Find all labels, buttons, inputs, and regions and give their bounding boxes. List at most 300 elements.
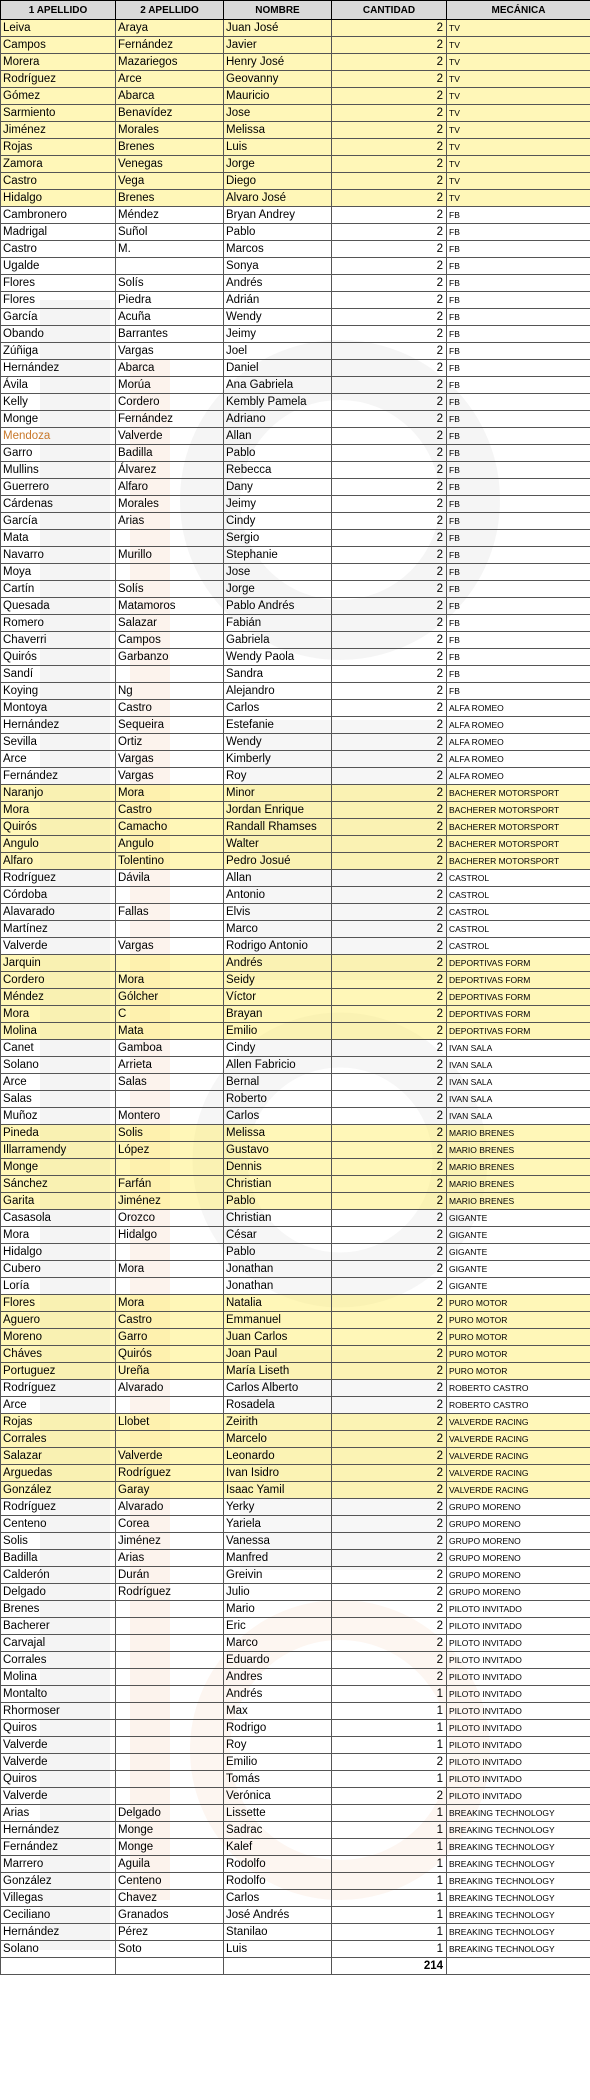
mecanica-cell: MARIO BRENES bbox=[447, 1142, 590, 1159]
table-row bbox=[1, 207, 590, 224]
table-row bbox=[1, 224, 590, 241]
nombre-cell: Roy bbox=[224, 768, 332, 785]
table-row bbox=[1, 1023, 590, 1040]
cantidad-cell: 2 bbox=[332, 785, 447, 802]
total-row bbox=[1, 1958, 590, 1975]
table-row bbox=[1, 547, 590, 564]
nombre-cell: Carlos bbox=[224, 1108, 332, 1125]
cantidad-cell: 2 bbox=[332, 1295, 447, 1312]
table-row bbox=[1, 1788, 590, 1805]
cantidad-cell: 2 bbox=[332, 1550, 447, 1567]
mecanica-cell: TV bbox=[447, 173, 590, 190]
table-row bbox=[1, 1941, 590, 1958]
nombre-cell: Max bbox=[224, 1703, 332, 1720]
table-row bbox=[1, 20, 590, 37]
apellido-1-cell: Valverde bbox=[1, 1737, 116, 1754]
mecanica-cell: PILOTO INVITADO bbox=[447, 1703, 590, 1720]
apellido-1-cell: Flores bbox=[1, 1295, 116, 1312]
apellido-1-cell: Montoya bbox=[1, 700, 116, 717]
apellido-1-cell: Mullins bbox=[1, 462, 116, 479]
cantidad-cell: 1 bbox=[332, 1839, 447, 1856]
apellido-2-cell bbox=[116, 1278, 224, 1295]
apellido-1-cell: Rhormoser bbox=[1, 1703, 116, 1720]
nombre-cell: Sonya bbox=[224, 258, 332, 275]
mecanica-cell: FB bbox=[447, 513, 590, 530]
apellido-2-cell: Vega bbox=[116, 173, 224, 190]
cantidad-cell: 2 bbox=[332, 700, 447, 717]
table-row bbox=[1, 1346, 590, 1363]
cantidad-cell: 2 bbox=[332, 1108, 447, 1125]
cantidad-cell: 2 bbox=[332, 428, 447, 445]
nombre-cell: Gabriela bbox=[224, 632, 332, 649]
nombre-cell: Seidy bbox=[224, 972, 332, 989]
cantidad-cell: 2 bbox=[332, 377, 447, 394]
apellido-2-cell: Matamoros bbox=[116, 598, 224, 615]
mecanica-cell: GRUPO MORENO bbox=[447, 1516, 590, 1533]
apellido-1-cell: Chaverri bbox=[1, 632, 116, 649]
table-row bbox=[1, 445, 590, 462]
table-row bbox=[1, 1040, 590, 1057]
apellido-2-cell: Dávila bbox=[116, 870, 224, 887]
nombre-cell: Joel bbox=[224, 343, 332, 360]
apellido-1-cell: Córdoba bbox=[1, 887, 116, 904]
apellido-2-cell: Durán bbox=[116, 1567, 224, 1584]
mecanica-cell: ROBERTO CASTRO bbox=[447, 1380, 590, 1397]
mecanica-cell: FB bbox=[447, 258, 590, 275]
apellido-2-cell: Mazariegos bbox=[116, 54, 224, 71]
header-apellido-1: 1 APELLIDO bbox=[1, 1, 116, 20]
nombre-cell: Allen Fabricio bbox=[224, 1057, 332, 1074]
table-row bbox=[1, 292, 590, 309]
nombre-cell: Bernal bbox=[224, 1074, 332, 1091]
apellido-1-cell: Canet bbox=[1, 1040, 116, 1057]
cantidad-cell: 2 bbox=[332, 683, 447, 700]
table-row bbox=[1, 1839, 590, 1856]
nombre-cell: Natalia bbox=[224, 1295, 332, 1312]
mecanica-cell: DEPORTIVAS FORM bbox=[447, 955, 590, 972]
apellido-2-cell: Salas bbox=[116, 1074, 224, 1091]
mecanica-cell: DEPORTIVAS FORM bbox=[447, 1023, 590, 1040]
cantidad-cell: 2 bbox=[332, 207, 447, 224]
apellido-1-cell: Jarquin bbox=[1, 955, 116, 972]
nombre-cell: Andrés bbox=[224, 955, 332, 972]
nombre-cell: Wendy bbox=[224, 309, 332, 326]
mecanica-cell: GIGANTE bbox=[447, 1244, 590, 1261]
cantidad-cell: 2 bbox=[332, 1397, 447, 1414]
apellido-1-cell: Rodríguez bbox=[1, 1499, 116, 1516]
table-row bbox=[1, 615, 590, 632]
apellido-2-cell bbox=[116, 1091, 224, 1108]
cantidad-cell: 2 bbox=[332, 989, 447, 1006]
apellido-1-cell: Madrigal bbox=[1, 224, 116, 241]
apellido-2-cell: Ortiz bbox=[116, 734, 224, 751]
apellido-1-cell: Hidalgo bbox=[1, 1244, 116, 1261]
table-row bbox=[1, 173, 590, 190]
apellido-2-cell bbox=[116, 1669, 224, 1686]
table-row bbox=[1, 1652, 590, 1669]
apellido-1-cell: Angulo bbox=[1, 836, 116, 853]
apellido-1-cell: Martínez bbox=[1, 921, 116, 938]
apellido-1-cell: Fernández bbox=[1, 1839, 116, 1856]
cantidad-cell: 2 bbox=[332, 292, 447, 309]
apellido-1-cell: Illarramendy bbox=[1, 1142, 116, 1159]
apellido-1-cell: Cartín bbox=[1, 581, 116, 598]
apellido-2-cell: Gamboa bbox=[116, 1040, 224, 1057]
table-row bbox=[1, 71, 590, 88]
apellido-1-cell: Monge bbox=[1, 1159, 116, 1176]
apellido-2-cell: Arias bbox=[116, 1550, 224, 1567]
mecanica-cell: PURO MOTOR bbox=[447, 1346, 590, 1363]
apellido-1-cell: Alavarado bbox=[1, 904, 116, 921]
apellido-2-cell: Vargas bbox=[116, 751, 224, 768]
cantidad-cell: 2 bbox=[332, 1278, 447, 1295]
cantidad-cell: 2 bbox=[332, 1040, 447, 1057]
cantidad-cell: 2 bbox=[332, 1210, 447, 1227]
apellido-1-cell: Garro bbox=[1, 445, 116, 462]
cantidad-cell: 2 bbox=[332, 649, 447, 666]
nombre-cell: Joan Paul bbox=[224, 1346, 332, 1363]
mecanica-cell: BREAKING TECHNOLOGY bbox=[447, 1856, 590, 1873]
table-row bbox=[1, 649, 590, 666]
apellido-2-cell bbox=[116, 1618, 224, 1635]
apellido-1-cell: Carvajal bbox=[1, 1635, 116, 1652]
nombre-cell: Minor bbox=[224, 785, 332, 802]
table-row bbox=[1, 139, 590, 156]
mecanica-cell: BREAKING TECHNOLOGY bbox=[447, 1839, 590, 1856]
apellido-1-cell: Alfaro bbox=[1, 853, 116, 870]
mecanica-cell: BACHERER MOTORSPORT bbox=[447, 819, 590, 836]
table-row bbox=[1, 666, 590, 683]
mecanica-cell: VALVERDE RACING bbox=[447, 1465, 590, 1482]
mecanica-cell: FB bbox=[447, 683, 590, 700]
table-row bbox=[1, 1414, 590, 1431]
apellido-1-cell: Ávila bbox=[1, 377, 116, 394]
nombre-cell: Brayan bbox=[224, 1006, 332, 1023]
cantidad-cell: 2 bbox=[332, 496, 447, 513]
cantidad-cell: 2 bbox=[332, 1567, 447, 1584]
table-row bbox=[1, 1380, 590, 1397]
apellido-1-cell: Hernández bbox=[1, 1924, 116, 1941]
mecanica-cell: CASTROL bbox=[447, 887, 590, 904]
mecanica-cell: TV bbox=[447, 156, 590, 173]
apellido-1-cell: Castro bbox=[1, 173, 116, 190]
apellido-2-cell: Vargas bbox=[116, 343, 224, 360]
cantidad-cell: 2 bbox=[332, 1414, 447, 1431]
apellido-2-cell: Abarca bbox=[116, 360, 224, 377]
cantidad-cell: 2 bbox=[332, 1244, 447, 1261]
cantidad-cell: 2 bbox=[332, 173, 447, 190]
nombre-cell: Cindy bbox=[224, 513, 332, 530]
apellido-1-cell: Mora bbox=[1, 1227, 116, 1244]
apellido-2-cell: Barrantes bbox=[116, 326, 224, 343]
apellido-1-cell: Valverde bbox=[1, 1754, 116, 1771]
table-row bbox=[1, 1873, 590, 1890]
cantidad-cell: 2 bbox=[332, 1533, 447, 1550]
nombre-cell: Melissa bbox=[224, 1125, 332, 1142]
table-row bbox=[1, 275, 590, 292]
nombre-cell: Javier bbox=[224, 37, 332, 54]
mecanica-cell: FB bbox=[447, 445, 590, 462]
apellido-2-cell: Farfán bbox=[116, 1176, 224, 1193]
nombre-cell: José Andrés bbox=[224, 1907, 332, 1924]
cantidad-cell: 2 bbox=[332, 37, 447, 54]
apellido-1-cell: Ugalde bbox=[1, 258, 116, 275]
apellido-2-cell: Monge bbox=[116, 1839, 224, 1856]
mecanica-cell: FB bbox=[447, 462, 590, 479]
apellido-1-cell: Rodríguez bbox=[1, 71, 116, 88]
nombre-cell: Antonio bbox=[224, 887, 332, 904]
cantidad-cell: 2 bbox=[332, 20, 447, 37]
table-row bbox=[1, 1805, 590, 1822]
nombre-cell: Luis bbox=[224, 139, 332, 156]
apellido-2-cell: Venegas bbox=[116, 156, 224, 173]
apellido-1-cell: Leiva bbox=[1, 20, 116, 37]
nombre-cell: Verónica bbox=[224, 1788, 332, 1805]
table-row bbox=[1, 1125, 590, 1142]
apellido-1-cell: Naranjo bbox=[1, 785, 116, 802]
table-row bbox=[1, 309, 590, 326]
apellido-1-cell: Mora bbox=[1, 802, 116, 819]
apellido-2-cell bbox=[116, 1635, 224, 1652]
mecanica-cell: ALFA ROMEO bbox=[447, 768, 590, 785]
mecanica-cell: FB bbox=[447, 479, 590, 496]
table-row bbox=[1, 972, 590, 989]
mecanica-cell: GIGANTE bbox=[447, 1278, 590, 1295]
apellido-2-cell bbox=[116, 1686, 224, 1703]
apellido-2-cell: Valverde bbox=[116, 1448, 224, 1465]
cantidad-cell: 1 bbox=[332, 1822, 447, 1839]
nombre-cell: Roy bbox=[224, 1737, 332, 1754]
cantidad-cell: 2 bbox=[332, 88, 447, 105]
apellido-1-cell: Bacherer bbox=[1, 1618, 116, 1635]
mecanica-cell: VALVERDE RACING bbox=[447, 1448, 590, 1465]
table-row bbox=[1, 37, 590, 54]
cantidad-cell: 2 bbox=[332, 598, 447, 615]
table-row bbox=[1, 343, 590, 360]
apellido-2-cell: Mora bbox=[116, 972, 224, 989]
mecanica-cell: CASTROL bbox=[447, 938, 590, 955]
cantidad-cell: 2 bbox=[332, 938, 447, 955]
apellido-2-cell bbox=[116, 258, 224, 275]
nombre-cell: Rebecca bbox=[224, 462, 332, 479]
cantidad-cell: 2 bbox=[332, 360, 447, 377]
nombre-cell: Stephanie bbox=[224, 547, 332, 564]
nombre-cell: Jose bbox=[224, 105, 332, 122]
mecanica-cell: BREAKING TECHNOLOGY bbox=[447, 1805, 590, 1822]
cantidad-cell: 2 bbox=[332, 955, 447, 972]
mecanica-cell: MARIO BRENES bbox=[447, 1176, 590, 1193]
cantidad-cell: 2 bbox=[332, 1618, 447, 1635]
cantidad-cell: 1 bbox=[332, 1686, 447, 1703]
cantidad-cell: 2 bbox=[332, 1074, 447, 1091]
apellido-1-cell: Jiménez bbox=[1, 122, 116, 139]
cantidad-cell: 2 bbox=[332, 394, 447, 411]
cantidad-cell: 2 bbox=[332, 581, 447, 598]
apellido-1-cell: González bbox=[1, 1482, 116, 1499]
mecanica-cell: IVAN SALA bbox=[447, 1091, 590, 1108]
cantidad-cell: 2 bbox=[332, 1380, 447, 1397]
apellido-2-cell bbox=[116, 530, 224, 547]
nombre-cell: Carlos bbox=[224, 700, 332, 717]
table-row bbox=[1, 1856, 590, 1873]
apellido-1-cell: Solis bbox=[1, 1533, 116, 1550]
mecanica-cell: ALFA ROMEO bbox=[447, 700, 590, 717]
apellido-2-cell: Corea bbox=[116, 1516, 224, 1533]
nombre-cell: Zeirith bbox=[224, 1414, 332, 1431]
apellido-1-cell: Loría bbox=[1, 1278, 116, 1295]
table-row bbox=[1, 581, 590, 598]
nombre-cell: Marcos bbox=[224, 241, 332, 258]
mecanica-cell: PILOTO INVITADO bbox=[447, 1771, 590, 1788]
apellido-1-cell: Cubero bbox=[1, 1261, 116, 1278]
table-row bbox=[1, 1397, 590, 1414]
table-row bbox=[1, 853, 590, 870]
nombre-cell: Eric bbox=[224, 1618, 332, 1635]
nombre-cell: Leonardo bbox=[224, 1448, 332, 1465]
nombre-cell: Mauricio bbox=[224, 88, 332, 105]
mecanica-cell: FB bbox=[447, 394, 590, 411]
nombre-cell: Víctor bbox=[224, 989, 332, 1006]
apellido-1-cell: Hernández bbox=[1, 360, 116, 377]
nombre-cell: Sandra bbox=[224, 666, 332, 683]
nombre-cell: Lissette bbox=[224, 1805, 332, 1822]
mecanica-cell: FB bbox=[447, 360, 590, 377]
cantidad-cell: 1 bbox=[332, 1873, 447, 1890]
cantidad-cell: 2 bbox=[332, 241, 447, 258]
apellido-2-cell: Castro bbox=[116, 802, 224, 819]
cantidad-cell: 2 bbox=[332, 1023, 447, 1040]
apellido-2-cell: Brenes bbox=[116, 190, 224, 207]
mecanica-cell: PURO MOTOR bbox=[447, 1329, 590, 1346]
apellido-1-cell: Molina bbox=[1, 1023, 116, 1040]
apellido-1-cell: Gómez bbox=[1, 88, 116, 105]
apellido-1-cell: Muñoz bbox=[1, 1108, 116, 1125]
table-row bbox=[1, 411, 590, 428]
cantidad-cell: 2 bbox=[332, 224, 447, 241]
apellido-2-cell: Fallas bbox=[116, 904, 224, 921]
cantidad-cell: 2 bbox=[332, 1669, 447, 1686]
table-row bbox=[1, 462, 590, 479]
nombre-cell: Andres bbox=[224, 1669, 332, 1686]
table-row bbox=[1, 1431, 590, 1448]
apellido-1-cell: Arce bbox=[1, 1074, 116, 1091]
apellido-2-cell: Granados bbox=[116, 1907, 224, 1924]
apellido-1-cell: Corrales bbox=[1, 1652, 116, 1669]
cantidad-cell: 1 bbox=[332, 1941, 447, 1958]
nombre-cell: Emmanuel bbox=[224, 1312, 332, 1329]
apellido-1-cell: Quesada bbox=[1, 598, 116, 615]
mecanica-cell: VALVERDE RACING bbox=[447, 1482, 590, 1499]
apellido-2-cell bbox=[116, 955, 224, 972]
cantidad-cell: 2 bbox=[332, 411, 447, 428]
cantidad-cell: 1 bbox=[332, 1737, 447, 1754]
table-row bbox=[1, 802, 590, 819]
nombre-cell: Jeimy bbox=[224, 496, 332, 513]
header-cantidad: CANTIDAD bbox=[332, 1, 447, 20]
nombre-cell: Adriano bbox=[224, 411, 332, 428]
apellido-2-cell: Mora bbox=[116, 785, 224, 802]
table-row bbox=[1, 394, 590, 411]
apellido-1-cell: Fernández bbox=[1, 768, 116, 785]
table-row bbox=[1, 870, 590, 887]
apellido-2-cell: Mora bbox=[116, 1295, 224, 1312]
mecanica-cell: PURO MOTOR bbox=[447, 1295, 590, 1312]
mecanica-cell: VALVERDE RACING bbox=[447, 1431, 590, 1448]
mecanica-cell: FB bbox=[447, 649, 590, 666]
nombre-cell: Kimberly bbox=[224, 751, 332, 768]
cantidad-cell: 2 bbox=[332, 819, 447, 836]
mecanica-cell: GIGANTE bbox=[447, 1227, 590, 1244]
apellido-2-cell: Morales bbox=[116, 122, 224, 139]
nombre-cell: Carlos bbox=[224, 1890, 332, 1907]
table-row bbox=[1, 564, 590, 581]
nombre-cell: Walter bbox=[224, 836, 332, 853]
apellido-1-cell: Valverde bbox=[1, 938, 116, 955]
nombre-cell: Dennis bbox=[224, 1159, 332, 1176]
apellido-1-cell: Hernández bbox=[1, 1822, 116, 1839]
apellido-2-cell bbox=[116, 1788, 224, 1805]
cantidad-cell: 1 bbox=[332, 1924, 447, 1941]
cantidad-cell: 2 bbox=[332, 1125, 447, 1142]
cantidad-cell: 2 bbox=[332, 1499, 447, 1516]
mecanica-cell: BREAKING TECHNOLOGY bbox=[447, 1941, 590, 1958]
cantidad-cell: 2 bbox=[332, 445, 447, 462]
apellido-2-cell: Alvarado bbox=[116, 1380, 224, 1397]
nombre-cell: Rosadela bbox=[224, 1397, 332, 1414]
cantidad-cell: 2 bbox=[332, 71, 447, 88]
mecanica-cell: IVAN SALA bbox=[447, 1040, 590, 1057]
apellido-1-cell: Cambronero bbox=[1, 207, 116, 224]
nombre-cell: Luis bbox=[224, 1941, 332, 1958]
mecanica-cell: CASTROL bbox=[447, 870, 590, 887]
apellido-2-cell: Ureña bbox=[116, 1363, 224, 1380]
mecanica-cell: TV bbox=[447, 105, 590, 122]
mecanica-cell: FB bbox=[447, 632, 590, 649]
cantidad-cell: 2 bbox=[332, 513, 447, 530]
cantidad-cell: 2 bbox=[332, 1312, 447, 1329]
apellido-1-cell: Ceciliano bbox=[1, 1907, 116, 1924]
mecanica-cell: BREAKING TECHNOLOGY bbox=[447, 1924, 590, 1941]
nombre-cell: Diego bbox=[224, 173, 332, 190]
apellido-1-cell: Morera bbox=[1, 54, 116, 71]
mecanica-cell: ALFA ROMEO bbox=[447, 734, 590, 751]
cantidad-cell: 2 bbox=[332, 1754, 447, 1771]
table-row bbox=[1, 768, 590, 785]
nombre-cell: Henry José bbox=[224, 54, 332, 71]
mecanica-cell: TV bbox=[447, 88, 590, 105]
apellido-2-cell: Alvarado bbox=[116, 1499, 224, 1516]
apellido-1-cell: Quiros bbox=[1, 1720, 116, 1737]
apellido-2-cell bbox=[116, 1159, 224, 1176]
apellido-2-cell: Mata bbox=[116, 1023, 224, 1040]
mecanica-cell: IVAN SALA bbox=[447, 1074, 590, 1091]
table-row bbox=[1, 1210, 590, 1227]
apellido-1-cell: Cárdenas bbox=[1, 496, 116, 513]
cantidad-cell: 2 bbox=[332, 921, 447, 938]
apellido-1-cell: Calderón bbox=[1, 1567, 116, 1584]
apellido-2-cell: Cordero bbox=[116, 394, 224, 411]
table-row bbox=[1, 1754, 590, 1771]
mecanica-cell: PILOTO INVITADO bbox=[447, 1686, 590, 1703]
table-row bbox=[1, 1142, 590, 1159]
apellido-1-cell: Sandí bbox=[1, 666, 116, 683]
table-row bbox=[1, 190, 590, 207]
nombre-cell: Ana Gabriela bbox=[224, 377, 332, 394]
nombre-cell: Jordan Enrique bbox=[224, 802, 332, 819]
nombre-cell: Adrián bbox=[224, 292, 332, 309]
mecanica-cell: TV bbox=[447, 54, 590, 71]
table-row bbox=[1, 88, 590, 105]
